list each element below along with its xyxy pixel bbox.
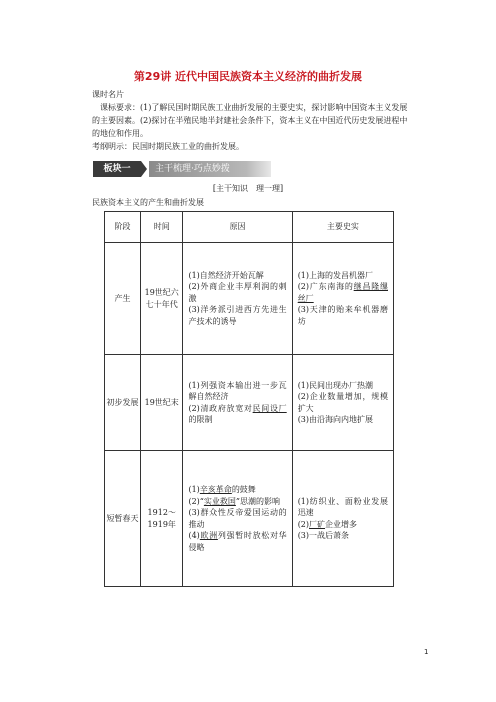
curriculum-requirements: 课标要求：(1)了解民国时期民族工业曲折发展的主要史实，探讨影响中国资本主义发展的主要因素。(2)探讨在半殖民地半封建社会条件下，资本主义在中国近代历史发展进程中的地位和作用。 (92, 103, 408, 138)
time-cell: 19世纪六七十年代 (140, 243, 182, 355)
text-segment: (3)一战后萧条 (297, 531, 350, 540)
text-segment: (3)洋务派引进西方先进生产技术的诱导 (188, 305, 287, 326)
banner-body: 主干梳理·巧点妙拨 (149, 161, 271, 177)
reason-item (188, 380, 286, 403)
stage-cell: 初步发展 (105, 355, 141, 451)
history-table (104, 211, 394, 587)
text-segment: (3)天津的贻来牟机器磨坊 (297, 305, 388, 326)
header-stage: 阶段 (105, 212, 141, 243)
banner-arrow-icon (141, 161, 147, 177)
course-name: 课时名片 (92, 90, 124, 99)
text-segment: (2)清政府放宽对 (188, 403, 253, 413)
fact-item (298, 530, 388, 542)
fact-item (298, 519, 388, 531)
section-label: [主干知识 理一理] (212, 184, 284, 193)
text-segment: 列强暂时放松对华侵略 (188, 531, 287, 552)
fact-item (298, 391, 388, 414)
reason-item (188, 484, 286, 496)
header-facts: 主要史实 (292, 212, 393, 243)
stage-cell: 短暂春天 (105, 451, 141, 587)
underlined-text: 继昌隆缫丝厂 (297, 282, 388, 303)
underlined-text: 欧洲 (199, 531, 218, 540)
text-segment: 的鼓舞 (231, 485, 256, 494)
reason-cell (183, 243, 292, 355)
table-row (105, 451, 394, 587)
banner-tag: 板块一 (93, 161, 141, 177)
text-segment: 企业增多 (325, 519, 358, 529)
fact-item (298, 270, 388, 282)
underlined-text: 民间设厂 (252, 403, 287, 413)
underlined-text: 厂矿 (309, 519, 326, 529)
section-banner (93, 161, 271, 177)
text-segment: (1)上海的发昌机器厂 (297, 270, 374, 280)
text-segment: (1)自然经济开始瓦解 (188, 270, 264, 280)
time-cell: 1912～1919年 (140, 451, 182, 587)
time-cell: 19世纪末 (140, 355, 182, 451)
text-segment: 的限制 (188, 415, 213, 424)
table-header-row (105, 212, 394, 243)
fact-item (298, 496, 388, 519)
fact-item (298, 281, 388, 304)
header-reason: 原因 (183, 212, 292, 243)
page-title: 第29讲 近代中国民族资本主义经济的曲折发展 (133, 70, 363, 83)
reason-item (188, 270, 286, 282)
fact-item (298, 414, 388, 426)
text-segment: (2)广东南海的 (297, 282, 354, 292)
text-segment: (2)企业数量增加，规模扩大 (297, 392, 388, 413)
underlined-text: 实业救国 (203, 496, 236, 506)
reason-item (188, 304, 286, 327)
table-row (105, 243, 394, 355)
text-segment: (3)由沿海向内地扩展 (297, 415, 374, 424)
table-row (105, 355, 394, 451)
exam-note: 考纲明示：民国时期民族工业的曲折发展。 (92, 142, 244, 151)
reason-item (188, 496, 286, 508)
reason-cell (183, 355, 292, 451)
facts-cell (292, 451, 393, 587)
fact-item (298, 380, 388, 392)
header-time: 时间 (140, 212, 182, 243)
facts-cell (292, 243, 393, 355)
text-segment: (1)民间出现办厂热潮 (297, 380, 374, 390)
stage-cell: 产生 (105, 243, 141, 355)
reason-item (188, 281, 286, 304)
text-segment: (2)“ (188, 496, 204, 506)
text-segment: ”思潮的影响 (235, 496, 280, 506)
text-segment: (2)外商企业丰厚利润的刺激 (188, 282, 287, 303)
facts-cell (292, 355, 393, 451)
text-segment: (1)纺织业、面粉业发展迅速 (297, 496, 388, 517)
text-segment: (4) (188, 531, 200, 540)
page-number: 1 (424, 648, 429, 656)
reason-item (188, 403, 286, 426)
reason-cell (183, 451, 292, 587)
text-segment: (2) (297, 519, 310, 529)
fact-item (298, 304, 388, 327)
reason-item (188, 507, 286, 530)
underlined-text: 辛亥革命 (199, 485, 232, 494)
reason-item (188, 530, 286, 553)
text-segment: (3)群众性反帝爱国运动的推动 (188, 508, 287, 529)
text-segment: (1)列强资本输出进一步瓦解自然经济 (188, 380, 287, 401)
table-subhead: 民族资本主义的产生和曲折发展 (92, 198, 204, 207)
text-segment: (1) (188, 485, 200, 494)
